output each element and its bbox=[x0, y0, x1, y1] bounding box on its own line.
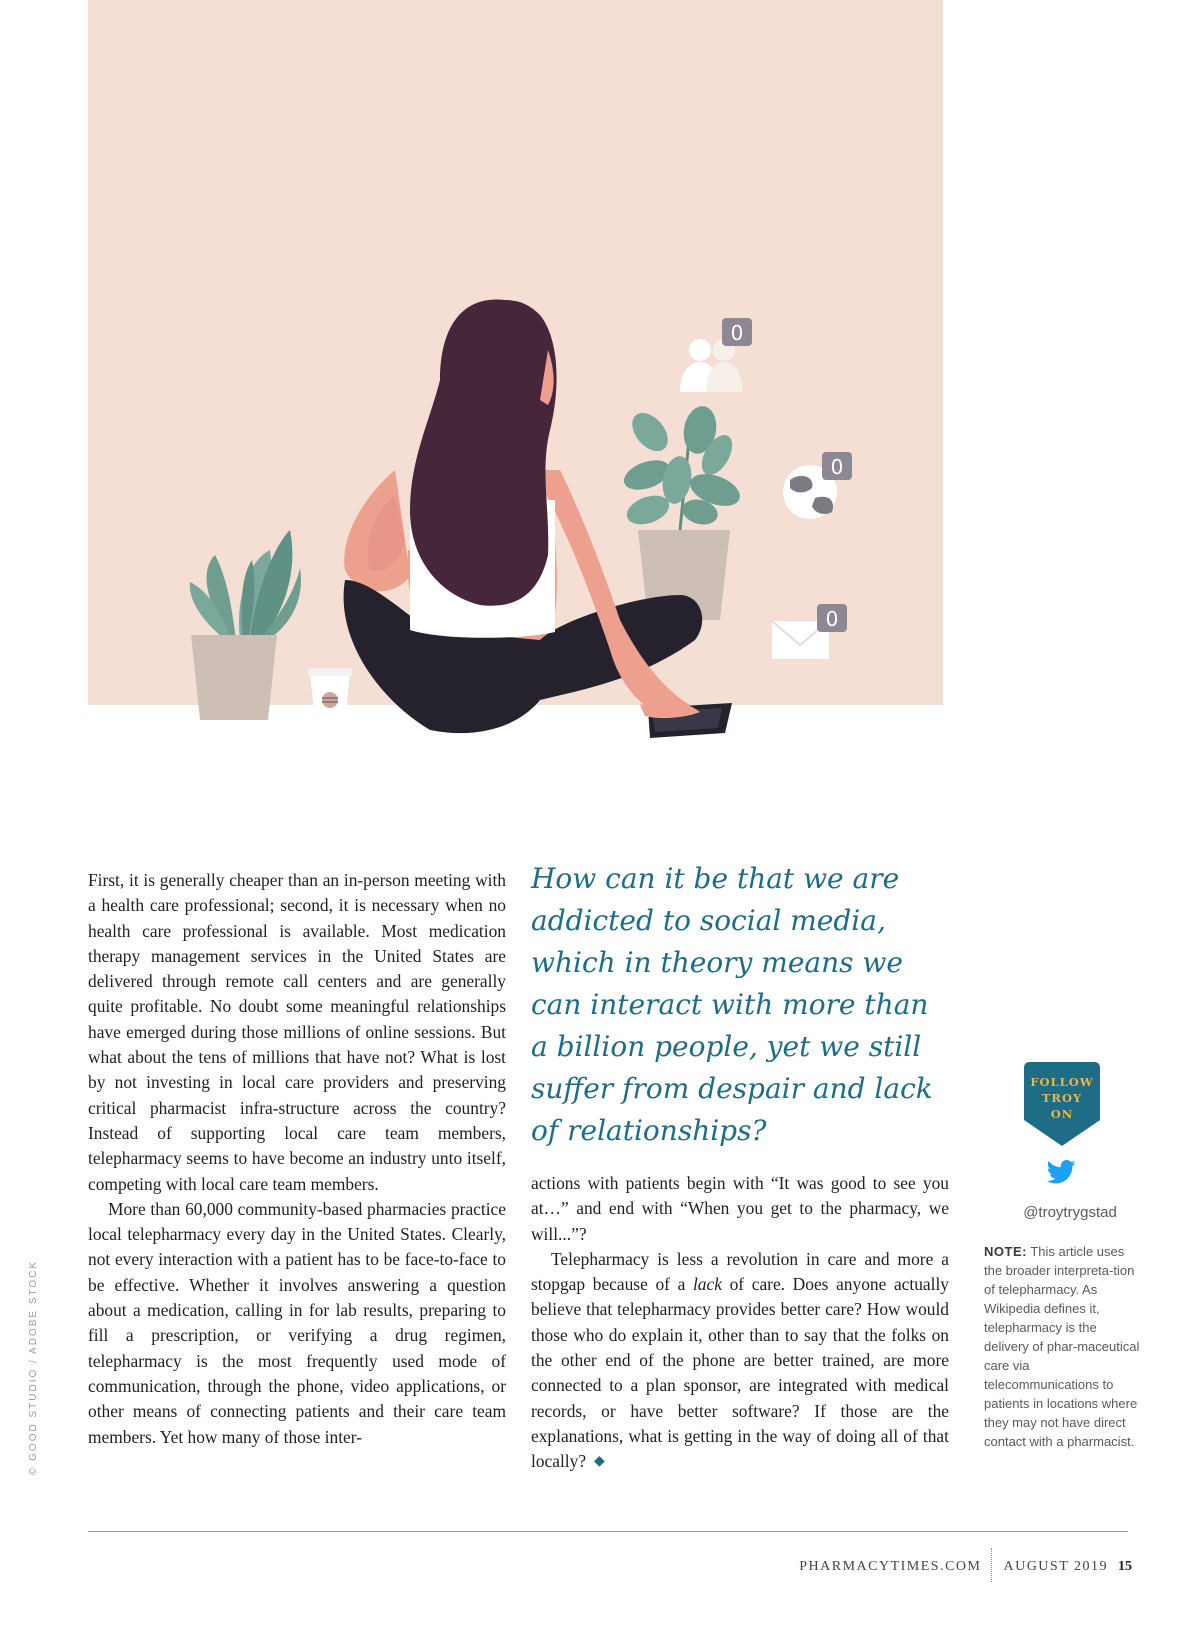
svg-text:0: 0 bbox=[830, 455, 844, 479]
end-mark-icon: ◆ bbox=[594, 1454, 605, 1470]
page-footer bbox=[700, 1548, 1132, 1582]
emphasis-text: lack bbox=[692, 1274, 722, 1295]
hero-illustration bbox=[0, 0, 1200, 760]
paragraph bbox=[531, 1247, 949, 1475]
paragraph: More than 60,000 community-based pharmacies practice local telepharmacy every day in the United States. Clearly, not every interaction with a patient has to be face-to-face to be effective. Whether it involves answering a question about a medication, calling in for lab results, preparing to fill a prescription, or verifying a drug regimen, telepharmacy is the most frequently used mode of communication, through the phone, video applications, or other means of connecting patients and their care team members. Yet how many of those inter- bbox=[88, 1198, 506, 1447]
article-column-2 bbox=[531, 1171, 949, 1475]
footer-site: PHARMACYTIMES.COM bbox=[799, 1559, 982, 1574]
footer-divider bbox=[88, 1531, 1128, 1532]
note-text: This article uses the broader interpreta-tion of telepharmacy. As Wikipedia defines it, telepharmacy is the delivery of phar-maceutical care via telecommunications to patients in locations where they may not have direct contact with a pharmacist. bbox=[984, 1244, 1140, 1449]
twitter-handle[interactable]: @troytrygstad bbox=[1023, 1204, 1117, 1221]
page-number: 15 bbox=[1118, 1559, 1132, 1574]
photo-credit: © GOOD STUDIO / ADOBE STOCK bbox=[28, 1259, 39, 1475]
footer-date: AUGUST 2019 bbox=[1003, 1559, 1108, 1574]
pot-left bbox=[191, 635, 277, 720]
svg-text:0: 0 bbox=[825, 607, 839, 631]
coffee-cup bbox=[308, 668, 352, 713]
footer-separator bbox=[991, 1548, 993, 1582]
text-run: of care. Does anyone actually believe that telepharmacy provides better care? How would those who do explain it, other than to say that the folks on the other end of the phone are better trained, are more connected to a plan sponsor, are integrated with medical records, or have better software? If those are the explanations, what is getting in the way of doing all of that locally? bbox=[531, 1274, 949, 1472]
paragraph: First, it is generally cheaper than an in-person meeting with a health care professional; second, it is necessary when no health care professional is available. Most medication therapy management services in the United States are delivered through remote call centers and are generally quite profitable. No doubt some meaningful relationships have emerged during those millions of online sessions. But what about the tens of millions that have not? What is lost by not investing in local care providers and preserving critical pharmacist infra-structure across the country? Instead of supporting local care team members, telepharmacy seems to have become an industry unto itself, competing with local care team members. bbox=[88, 870, 506, 1194]
notification-badge-people bbox=[722, 318, 752, 346]
note-box bbox=[984, 1242, 1144, 1451]
notification-badge-mail bbox=[817, 604, 847, 632]
follow-badge bbox=[1024, 1062, 1100, 1146]
text-run: Telepharmacy is less a revolution in care and more a stopgap because of a bbox=[531, 1248, 949, 1295]
paragraph: actions with patients begin with “It was good to see you at…” and end with “When you get to the pharmacy, we will...”? bbox=[531, 1173, 949, 1244]
article-column-1 bbox=[88, 868, 506, 1450]
follow-line: TROY bbox=[1041, 1091, 1083, 1105]
note-label: NOTE: bbox=[984, 1244, 1027, 1259]
follow-line: ON bbox=[1050, 1107, 1074, 1121]
svg-text:0: 0 bbox=[730, 321, 744, 345]
twitter-icon[interactable] bbox=[1046, 1160, 1076, 1184]
notification-badge-globe bbox=[822, 452, 852, 480]
pull-quote: How can it be that we are addicted to social media, which in theory means we can interact with more than a billion people, yet we still suffer from despair and lack of relationships? bbox=[531, 862, 933, 1147]
follow-line: FOLLOW bbox=[1030, 1075, 1094, 1089]
